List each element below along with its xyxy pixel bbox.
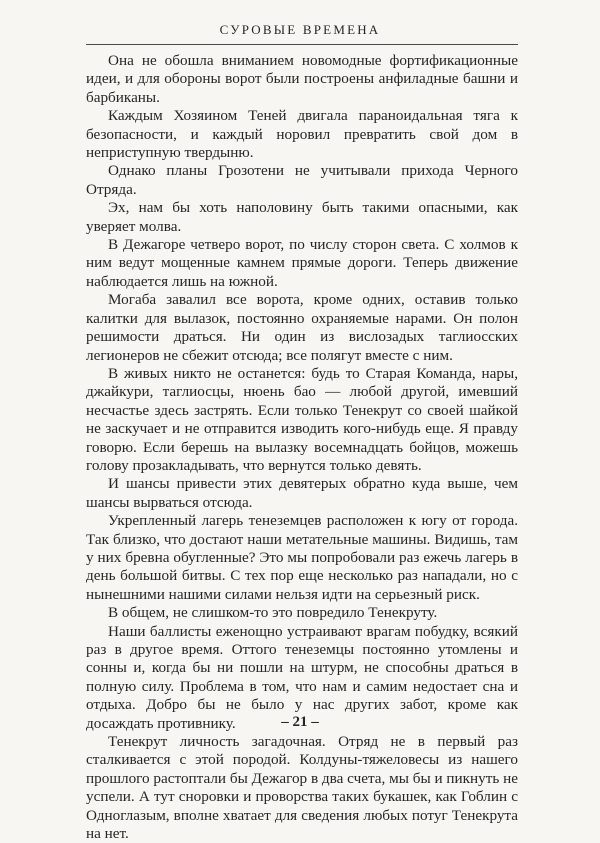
paragraph: И шансы привести этих девятерых обратно куда выше, чем шансы вырваться отсюда.	[86, 475, 518, 511]
running-head: СУРОВЫЕ ВРЕМЕНА	[219, 22, 381, 37]
paragraph: Могаба завалил все ворота, кроме одних, оставив только калитки для вылазок, постоянно охраняемые нарами. Он полон решимости драться. Ни один из вислозадых таглиосских легионеров не сбежит отсюда; все полягут вместе с ним.	[86, 291, 518, 364]
paragraph: Каждым Хозяином Теней двигала параноидальная тяга к безопасности, и каждый норовил превратить свой дом в неприступную твердыню.	[86, 107, 518, 162]
paragraph: В общем, не слишком-то это повредило Тенекруту.	[108, 604, 438, 622]
paragraph: Наши баллисты еженощно устраивают врагам побудку, всякий раз в другое время. Оттого тенеземцы постоянно утомлены и сонны и, когда бы ни пошли на штурм, не способны драться в полную силу. Проблема в том, что нам и самим недостает сна и отдыха. Добро бы не было у нас других забот, кроме как досаждать противнику.	[86, 622, 518, 732]
header-rule	[86, 44, 518, 45]
paragraph: Укрепленный лагерь тенеземцев расположен к югу от города. Так близко, что достают наши метательные машины. Видишь, там у них бревна обугленные? Это мы попробовали раз ежечь лагерь в день большой битвы. С тех пор еще несколько раз нападали, но с нынешними нашими силами нельзя идти на серьезный риск.	[86, 512, 518, 603]
paragraph: Эх, нам бы хоть наполовину быть такими опасными, как уверяет молва.	[86, 199, 518, 235]
page-number: – 21 –	[281, 714, 319, 730]
paragraph: Тенекрут личность загадочная. Отряд не в первый раз сталкивается с этой породой. Колдуны-тяжеловесы из нашего прошлого растоптали бы Дежагор в два счета, мы бы и пикнуть не успели. А тут сноровки и проворства таких букашек, как Гоблин с Одноглазым, вполне хватает для сведения любых потуг Тенекрута на нет.	[86, 733, 518, 843]
paragraph: В Дежагоре четверо ворот, по числу сторон света. С холмов к ним ведут мощенные камнем прямые дороги. Теперь движение наблюдается лишь на южной.	[86, 236, 518, 290]
paragraph: В живых никто не останется: будь то Старая Команда, нары, джайкури, таглиосцы, нюень бао — любой другой, имевший несчастье здесь застрять. Если только Тенекрут со своей шайкой не заскучает и не отправится изводить кого-нибудь еще. Я правду говорю. Если берешь на вылазку восемнадцать бойцов, можешь голову прозакладывать, что вернутся только девять.	[86, 364, 518, 474]
paragraph: Однако планы Грозотени не учитывали прихода Черного Отряда.	[86, 162, 518, 198]
paragraph: Она не обошла вниманием новомодные фортификационные идеи, и для обороны ворот были построены анфиладные башни и барбиканы.	[86, 52, 518, 106]
